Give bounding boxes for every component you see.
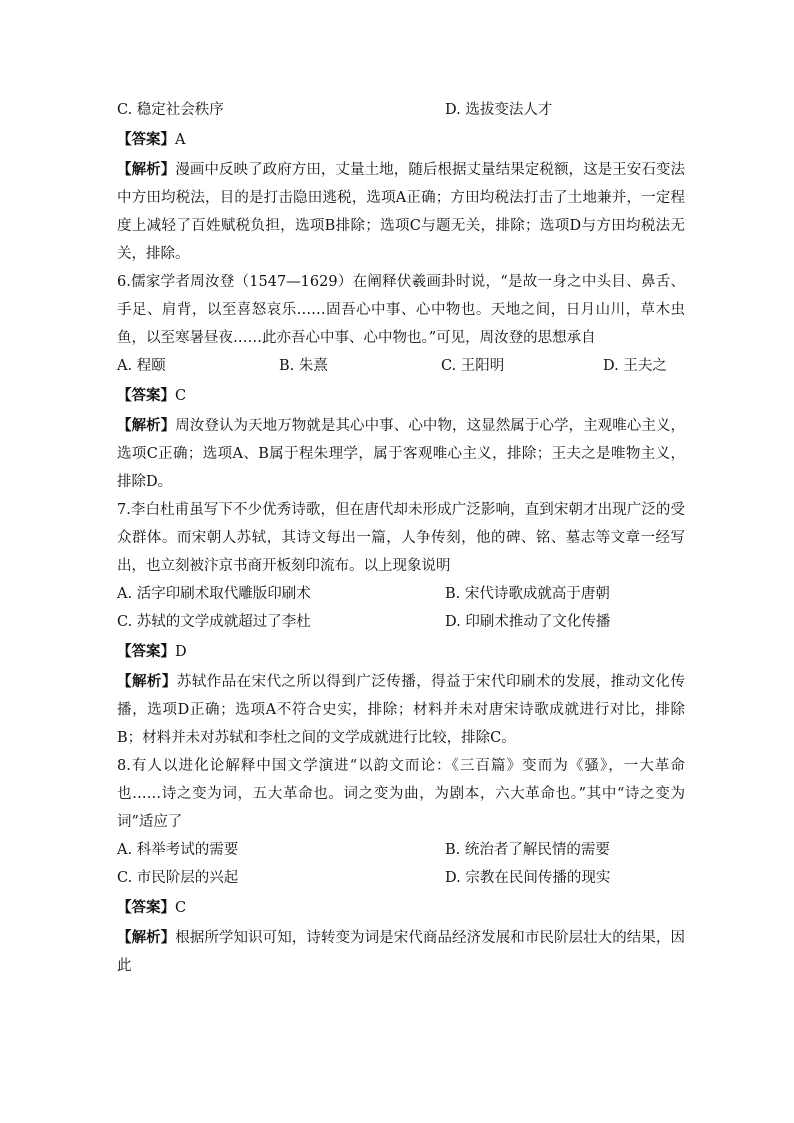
q6-option-a: A. 程颐 [117,358,166,374]
answer-value: C [175,388,187,404]
q6-stem: 6.儒家学者周汝登（1547—1629）在阐释伏羲画卦时说，“是故一身之中头目、鼻舌、手足、肩背，以至喜怒哀乐……固吾心中事、心中物也。天地之间，日月山川，草木虫鱼，以至寒暑昼夜……此亦吾心中事、心中物也。”可见，周汝登的思想承自 [117,274,685,346]
q5-options-row-cd [117,96,685,124]
q5-option-c: C. 稳定社会秩序 [117,102,224,118]
q8-options-row-cd [117,864,685,892]
q6-option-b: B. 朱熹 [279,358,328,374]
answer-value: D [175,644,187,660]
answer-tag: 【答案】 [117,643,175,660]
analysis-tag: 【解析】 [117,161,176,178]
analysis-text: 苏轼作品在宋代之所以得到广泛传播，得益于宋代印刷术的发展，推动文化传播，选项D正确；选项A不符合史实，排除；材料并未对唐宋诗歌成就进行对比，排除B；材料并未对苏轼和李杜之间的文学成就进行比较，排除C。 [117,674,686,746]
analysis-text: 漫画中反映了政府方田，丈量土地，随后根据丈量结果定税额，这是王安石变法中方田均税法，目的是打击隐田逃税，选项A正确；方田均税法打击了土地兼并，一定程度上减轻了百姓赋税负担，选项B排除；选项C与题无关，排除；选项D与方田均税法无关，排除。 [117,162,685,262]
q7-answer [117,638,685,666]
q7-option-b: B. 宋代诗歌成就高于唐朝 [445,586,610,602]
analysis-text: 周汝登认为天地万物就是其心中事、心中物，这显然属于心学，主观唯心主义，选项C正确；选项A、B属于程朱理学，属于客观唯心主义，排除；王夫之是唯物主义，排除D。 [117,418,685,490]
q5-analysis [117,156,685,268]
q5-option-d: D. 选拔变法人才 [445,102,553,118]
q8-option-c: C. 市民阶层的兴起 [117,870,239,886]
q6-answer [117,382,685,410]
q6-analysis [117,412,685,496]
q8-option-b: B. 统治者了解民情的需要 [445,842,610,858]
q7-option-c: C. 苏轼的文学成就超过了李杜 [117,614,311,630]
q5-answer [117,126,685,154]
answer-tag: 【答案】 [117,899,175,916]
analysis-tag: 【解析】 [117,929,176,946]
answer-tag: 【答案】 [117,387,175,404]
analysis-text: 根据所学知识可知，诗转变为词是宋代商品经济发展和市民阶层壮大的结果，因此 [117,930,685,974]
q7-option-d: D. 印刷术推动了文化传播 [445,614,611,630]
q8-stem: 8.有人以进化论解释中国文学演进“以韵文而论：《三百篇》变而为《骚》，一大革命也……诗之变为词，五大革命也。词之变为曲，为剧本，六大革命也。”其中“诗之变为词”适应了 [117,758,685,830]
q8-option-a: A. 科举考试的需要 [117,842,239,858]
answer-value: C [175,900,187,916]
q7-stem: 7.李白杜甫虽写下不少优秀诗歌，但在唐代却未形成广泛影响，直到宋朝才出现广泛的受众群体。而宋朝人苏轼，其诗文每出一篇，人争传刻，他的碑、铭、墓志等文章一经写出，也立刻被汴京书商开板刻印流布。以上现象说明 [117,502,685,574]
q8-option-d: D. 宗教在民间传播的现实 [445,870,611,886]
page-content [117,96,685,980]
q8-answer [117,894,685,922]
q6-option-d: D. 王夫之 [603,358,667,374]
answer-value: A [175,132,186,148]
analysis-tag: 【解析】 [117,673,177,690]
analysis-tag: 【解析】 [117,417,176,434]
q8-options-row-ab [117,836,685,864]
q6-options-row [117,352,685,380]
q7-options-row-ab [117,580,685,608]
q7-option-a: A. 活字印刷术取代雕版印刷术 [117,586,311,602]
q7-options-row-cd [117,608,685,636]
q8-analysis [117,924,685,980]
answer-tag: 【答案】 [117,131,175,148]
q6-option-c: C. 王阳明 [441,358,505,374]
q7-analysis [117,668,685,752]
